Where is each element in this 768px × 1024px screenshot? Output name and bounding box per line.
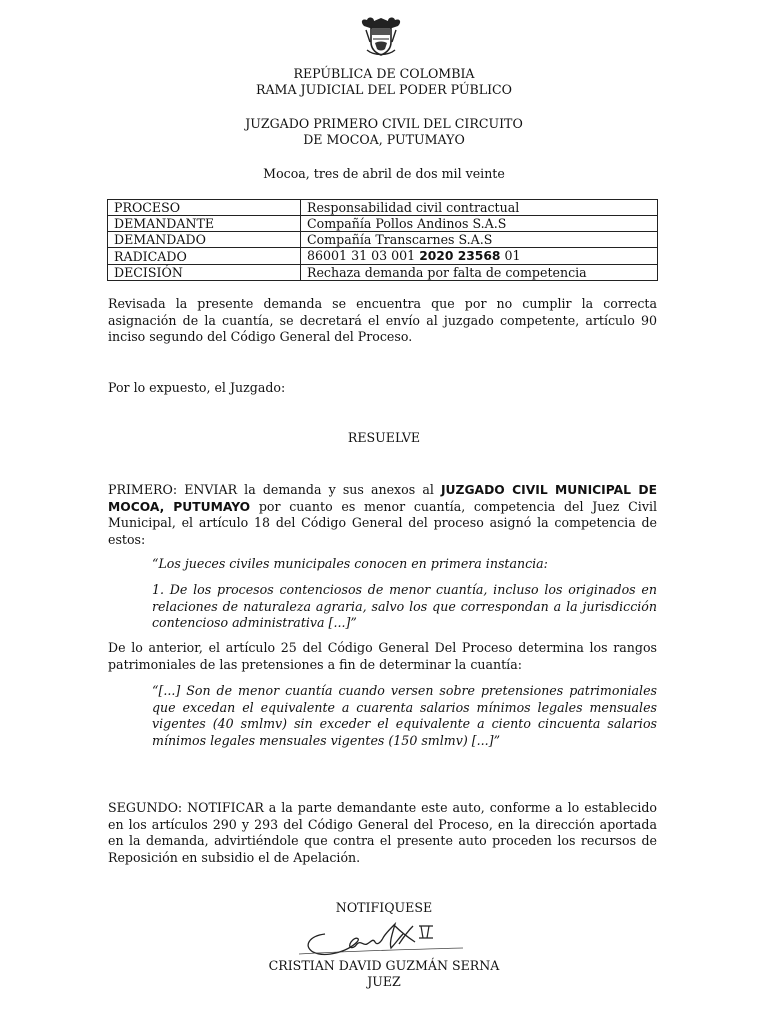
table-value: Compañía Pollos Andinos S.A.S: [301, 216, 658, 232]
table-label: PROCESO: [108, 200, 301, 216]
table-label: RADICADO: [108, 248, 301, 265]
table-row: [108, 248, 658, 265]
court-name-line-1: JUZGADO PRIMERO CIVIL DEL CIRCUITO: [245, 116, 523, 131]
quote-1-line: “Los jueces civiles municipales conocen en primera instancia:: [152, 556, 548, 571]
case-info-table: [107, 199, 658, 281]
court-name-line-2: DE MOCOA, PUTUMAYO: [303, 132, 465, 147]
signer-title: JUEZ: [367, 974, 401, 989]
table-value: Compañía Transcarnes S.A.S: [301, 232, 658, 248]
radicado-number: 2020 23568: [419, 249, 501, 263]
resuelve-heading: RESUELVE: [347, 430, 421, 445]
handwritten-signature: [295, 912, 465, 960]
judicial-branch-title: RAMA JUDICIAL DEL PODER PÚBLICO: [255, 82, 513, 97]
table-label: DECISIÓN: [108, 265, 301, 281]
primero-text-b: por cuanto es menor cuantía, competencia del Juez Civil Municipal, el artículo 18 del Código General del proceso asignó la competencia de estos:: [108, 498, 657, 547]
republic-title: REPÚBLICA DE COLOMBIA: [293, 66, 475, 81]
table-value: Rechaza demanda por falta de competencia: [301, 265, 658, 281]
table-value: Responsabilidad civil contractual: [301, 200, 658, 216]
table-row: [108, 216, 658, 232]
quote-2: “[...] Son de menor cuantía cuando versen sobre pretensiones patrimoniales que excedan el equivalente a cuarenta salarios mínimos legales mensuales vigentes (40 smlmv) sin exceder el equivalente a ciento cincuenta salarios mínimos legales mensuales vigentes (150 smlmv) [...]”: [152, 683, 657, 748]
table-label: DEMANDADO: [108, 232, 301, 248]
table-row: [108, 232, 658, 248]
radicado-suffix: 01: [504, 248, 521, 263]
quote-1-item: 1. De los procesos contenciosos de menor cuantía, incluso los originados en relaciones de naturaleza agraria, salvo los que correspondan a la jurisdicción contencioso administrativa [...]”: [152, 582, 657, 630]
document-date: Mocoa, tres de abril de dos mil veinte: [263, 166, 505, 181]
primero-paragraph: [108, 482, 657, 548]
primero-text-a: PRIMERO: ENVIAR la demanda y sus anexos al: [108, 482, 434, 497]
table-row: [108, 265, 658, 281]
de-lo-anterior-paragraph: De lo anterior, el artículo 25 del Código General Del Proceso determina los rangos patrimoniales de las pretensiones a fin de determinar la cuantía:: [108, 640, 657, 672]
table-row: [108, 200, 658, 216]
radicado-prefix: 86001 31 03 001: [307, 248, 416, 263]
intro-paragraph: Revisada la presente demanda se encuentra que por no cumplir la correcta asignación de la cuantía, se decretará el envío al juzgado competente, artículo 90 inciso segundo del Código General del Proceso.: [108, 296, 657, 344]
recipient-court: JUZGADO CIVIL MUNICIPAL DE MOCOA, PUTUMAYO: [108, 483, 657, 514]
coat-of-arms-seal-icon: [358, 12, 404, 58]
notifiquese: NOTIFIQUESE: [335, 900, 433, 915]
table-label: DEMANDANTE: [108, 216, 301, 232]
por-lo-expuesto: Por lo expuesto, el Juzgado:: [108, 380, 286, 395]
table-value-radicado: [301, 248, 658, 265]
segundo-paragraph: SEGUNDO: NOTIFICAR a la parte demandante este auto, conforme a lo establecido en los artículos 290 y 293 del Código General del Proceso, en la dirección aportada en la demanda, advirtiéndole que contra el presente auto proceden los recursos de Reposición en subsidio el de Apelación.: [108, 800, 657, 865]
signer-name: CRISTIAN DAVID GUZMÁN SERNA: [268, 958, 500, 973]
